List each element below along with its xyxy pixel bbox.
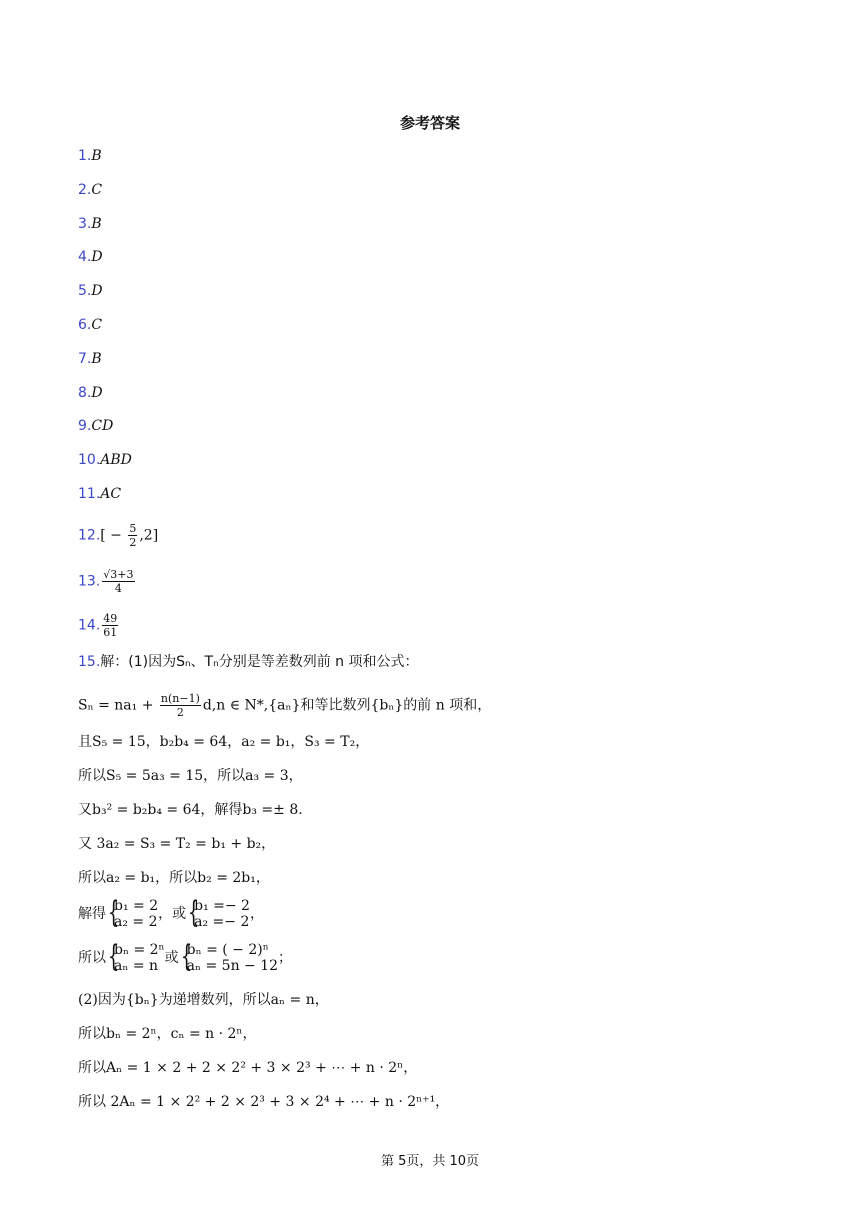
answer-choice: C: [91, 181, 103, 198]
answer-number: 9.: [78, 418, 92, 435]
answer-row: [78, 349, 102, 369]
equation-system: [179, 942, 278, 974]
solution-line-system: [78, 898, 264, 930]
answer-choice: B: [91, 215, 102, 232]
fraction: [128, 522, 137, 549]
answer-choice: D: [91, 249, 103, 266]
fraction: [102, 612, 118, 639]
answer-14: [78, 612, 120, 639]
answer-choice: D: [91, 283, 103, 300]
equation-row: { b₁ =− 2: [194, 898, 250, 914]
answer-choice: C: [91, 317, 103, 333]
solution-line: 所以bₙ = 2ⁿ，cₙ = n · 2ⁿ，: [78, 1026, 257, 1042]
answer-row: [78, 247, 103, 267]
fraction-denominator: 2: [129, 536, 137, 549]
solution-line: 且S₅ = 15，b₂b₄ = 64，a₂ = b₁，S₃ = T₂，: [78, 734, 370, 750]
solution-line: 所以 2Aₙ = 1 × 2² + 2 × 2³ + 3 × 2⁴ + ⋯ + n · 2ⁿ⁺¹，: [78, 1094, 450, 1110]
fraction: [102, 568, 134, 595]
equation-system: [186, 898, 250, 930]
solution-line: 所以a₂ = b₁，所以b₂ = 2b₁，: [78, 870, 270, 886]
answer-number: 14.: [78, 617, 101, 634]
equation-row: { b₁ = 2: [114, 898, 159, 914]
solution-text: 所以: [78, 950, 106, 966]
solution-text: 或: [164, 950, 179, 966]
interval-close: ,2]: [139, 527, 159, 544]
interval-open: [ −: [100, 527, 127, 544]
answer-number: 7.: [78, 350, 92, 367]
answer-number: 2.: [78, 181, 92, 198]
answer-number: 12.: [78, 527, 101, 544]
answer-number: 13.: [78, 573, 101, 590]
solution-text: ，: [249, 906, 264, 922]
solution-line: 所以S₅ = 5a₃ = 15，所以a₃ = 3，: [78, 768, 303, 784]
answer-choice: ABD: [100, 452, 132, 469]
answer-row: [78, 281, 103, 301]
equation-row: aₙ = n: [114, 958, 159, 974]
answer-row: [78, 315, 102, 335]
solution-line-system: [78, 942, 292, 974]
answer-row: [78, 146, 102, 166]
answer-number: 3.: [78, 215, 92, 232]
equation-row: aₙ = 5n − 12: [186, 958, 279, 974]
answer-row: [78, 484, 121, 504]
answer-number: 10.: [78, 452, 101, 469]
answer-choice: D: [91, 384, 103, 401]
solution-line: 又b₃² = b₂b₄ = 64，解得b₃ =± 8.: [78, 802, 303, 818]
fraction-denominator: 2: [176, 706, 184, 719]
answer-number: 8.: [78, 384, 92, 401]
answer-choice: B: [91, 350, 102, 367]
solution-text: ，或: [158, 906, 187, 922]
fraction-denominator: 61: [103, 626, 118, 639]
answer-choice: AC: [100, 486, 122, 502]
answer-number: 15.: [78, 654, 101, 670]
fraction-denominator: 4: [114, 582, 122, 595]
answer-number: 11.: [78, 486, 101, 502]
answer-choice: CD: [91, 418, 114, 435]
equation-system: [106, 942, 165, 974]
answer-number: 4.: [78, 249, 92, 266]
equation-row: a₂ =− 2: [194, 914, 250, 930]
answer-12: [78, 522, 158, 549]
fraction-numerator: 49: [103, 612, 118, 625]
solution-text: 解得: [78, 906, 106, 922]
formula-text: Sₙ = na₁ +: [78, 697, 158, 714]
fraction-numerator: n(n−1): [160, 692, 200, 705]
answer-number: 5.: [78, 283, 92, 300]
answer-row: [78, 214, 102, 234]
fraction: [160, 692, 201, 719]
page-footer: 第 5页，共 10页: [380, 1154, 480, 1169]
solution-line: [78, 692, 491, 719]
answer-number: 1.: [78, 148, 92, 164]
equation-system: [106, 898, 158, 930]
answer-row: [78, 450, 132, 470]
page-title: 参考答案: [399, 114, 460, 132]
answer-row: [78, 383, 103, 403]
solution-line: (2)因为{bₙ}为递增数列，所以aₙ = n，: [78, 992, 329, 1008]
fraction-numerator: 5: [129, 522, 137, 535]
answer-row: [78, 416, 113, 436]
solution-text: 解：(1)因为Sₙ、Tₙ分别是等差数列前 n 项和公式：: [100, 654, 419, 670]
fraction-numerator: √3+3: [103, 568, 134, 581]
solution-line: 又 3a₂ = S₃ = T₂ = b₁ + b₂，: [78, 836, 276, 852]
equation-row: a₂ = 2: [114, 914, 158, 930]
answer-15-intro: [78, 652, 418, 672]
answer-number: 6.: [78, 317, 92, 333]
formula-text: d,n ∈ N*,{aₙ}和等比数列{bₙ}的前 n 项和，: [202, 697, 492, 714]
answer-choice: B: [91, 148, 102, 164]
solution-text: ；: [278, 950, 293, 966]
equation-row: { bₙ = 2ⁿ: [114, 942, 165, 958]
equation-row: { bₙ = ( − 2)ⁿ: [186, 942, 269, 958]
solution-line: 所以Aₙ = 1 × 2 + 2 × 2² + 3 × 2³ + ⋯ + n · 2ⁿ，: [78, 1060, 418, 1076]
answer-13: [78, 568, 137, 595]
answer-row: [78, 180, 102, 200]
